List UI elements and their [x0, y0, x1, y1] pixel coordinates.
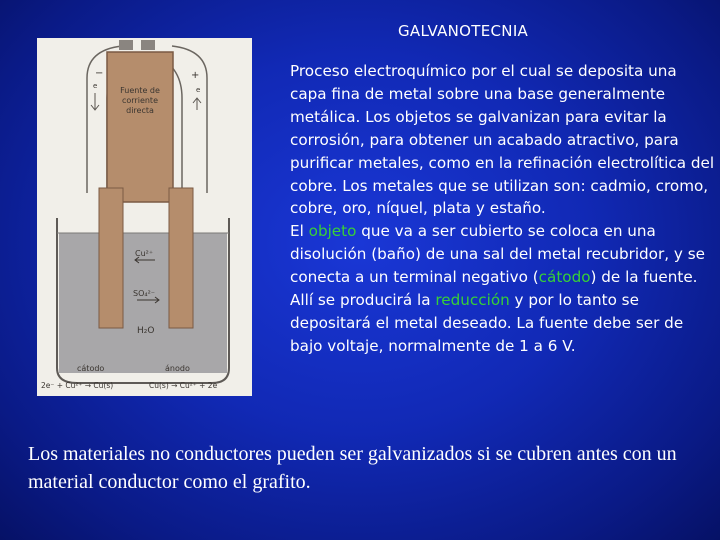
- paragraph-process-part1: El: [290, 222, 309, 241]
- power-source-box: [107, 52, 173, 202]
- paragraph-process-part3: ) de la fuente. Allí se producirá la: [290, 268, 698, 310]
- minus-sign: −: [95, 68, 104, 79]
- paragraph-process: [290, 220, 715, 357]
- electroplating-figure: [37, 38, 252, 396]
- cathode-reaction: 2e⁻ + Cu²⁺ → Cu(s): [41, 381, 114, 390]
- slide-title: GALVANOTECNIA: [398, 22, 529, 40]
- ion-so4-label: SO₄²⁻: [133, 289, 156, 298]
- paragraph-process-part4: y por lo tanto se depositará el metal deseado. La fuente debe ser de bajo voltaje, normalmente de 1 a 6 V.: [290, 291, 684, 355]
- electron-left: e: [93, 82, 98, 90]
- source-label-line2: corriente: [121, 96, 159, 105]
- plus-sign: +: [191, 70, 200, 81]
- highlight-objeto: objeto: [308, 222, 357, 241]
- highlight-reduccion: reducción: [435, 291, 510, 310]
- anode-reaction: Cu(s) → Cu²⁺ + 2e: [149, 381, 218, 390]
- ion-cu-label: Cu²⁺: [135, 249, 154, 258]
- wire-right: [172, 46, 207, 193]
- footer-note: Los materiales no conductores pueden ser galvanizados si se cubren antes con un material conductor como el grafito.: [28, 443, 677, 493]
- paragraph-intro: Proceso electroquímico por el cual se deposita una capa fina de metal sobre una base generalmente metálica. Los objetos se galvanizan para evitar la corrosión, para obtener un acabado atractivo, para purificar metales, como en la refinación electrolítica del cobre. Los metales que se utilizan son: cadmio, cromo, cobre, oro, níquel, plata y estaño.: [290, 62, 715, 218]
- source-label-line3: directa: [126, 106, 154, 115]
- electroplating-diagram: [37, 38, 252, 396]
- arrow-down-icon: [91, 93, 99, 110]
- source-label-line1: Fuente de: [120, 86, 160, 95]
- terminal-negative: [119, 40, 133, 50]
- paragraph-process-part2: que va a ser cubierto se coloca en una disolución (baño) de una sal del metal recubridor, y se conecta a un terminal negativo (: [290, 222, 705, 287]
- electron-right: e: [196, 86, 201, 94]
- water-label: H₂O: [137, 326, 155, 336]
- highlight-catodo: cátodo: [538, 268, 591, 287]
- arrow-up-icon: [193, 98, 201, 110]
- anode-label: ánodo: [165, 364, 190, 373]
- terminal-positive: [141, 40, 155, 50]
- anode-electrode: [169, 188, 193, 328]
- body-text: [290, 60, 715, 358]
- cathode-electrode: [99, 188, 123, 328]
- cathode-label: cátodo: [77, 364, 105, 373]
